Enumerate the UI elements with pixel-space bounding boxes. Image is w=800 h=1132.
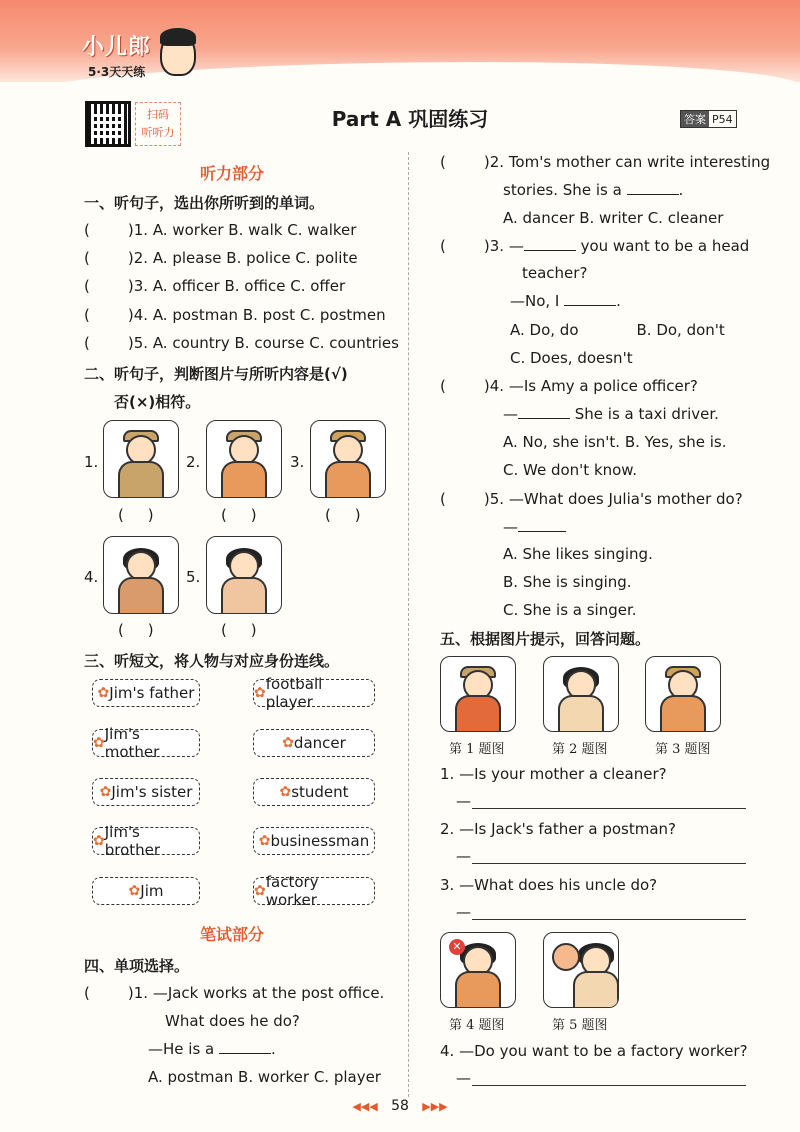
q4-item-5-option-b: B. She is singing. bbox=[503, 573, 632, 591]
item-number: )1. bbox=[127, 984, 149, 1002]
option-a: A. Do, do bbox=[510, 321, 579, 339]
q5-picture-4 bbox=[440, 932, 516, 1008]
option-b: B. writer bbox=[579, 209, 643, 227]
item-text: stories. She is a bbox=[503, 181, 622, 199]
person-tag-4[interactable] bbox=[92, 823, 200, 859]
q1-item-number: )5. bbox=[127, 334, 149, 352]
person-label: Jim's brother bbox=[104, 823, 161, 859]
q1-item-number: )2. bbox=[127, 249, 149, 267]
answer-page: P54 bbox=[712, 112, 733, 126]
q2-pic-label-1: 1. bbox=[84, 453, 99, 471]
answer-blank[interactable] bbox=[564, 292, 616, 306]
option-a: A. officer bbox=[152, 277, 220, 295]
leaf-icon: ✿ bbox=[93, 833, 105, 849]
q1-item-2: ( )2. A. please B. police C. polite bbox=[84, 249, 358, 267]
item-text: —No, I bbox=[510, 292, 560, 310]
q2-answer-4[interactable]: ( ) bbox=[118, 621, 154, 639]
item-text: —Is Amy a police officer? bbox=[508, 377, 698, 395]
person-tag-3[interactable] bbox=[92, 778, 200, 806]
q5-answer-line-4[interactable] bbox=[472, 1074, 746, 1086]
leaf-icon: ✿ bbox=[282, 735, 294, 751]
writing-section-title: 笔试部分 bbox=[200, 925, 265, 944]
q2-picture-3 bbox=[310, 420, 386, 498]
q4-item-4-line1: ( )4. —Is Amy a police officer? bbox=[440, 377, 698, 395]
q5-question-2: 2. —Is Jack's father a postman? bbox=[440, 820, 676, 838]
answer-blank[interactable] bbox=[518, 405, 570, 419]
q1-item-3: ( )3. A. officer B. office C. offer bbox=[84, 277, 346, 295]
q4-item-1-options bbox=[148, 1068, 381, 1086]
item-text: . bbox=[678, 181, 684, 199]
answer-blank[interactable] bbox=[627, 181, 679, 195]
item-text: — bbox=[508, 237, 524, 255]
q5-caption-2: 第 2 题图 bbox=[552, 742, 608, 757]
q2-answer-1[interactable]: ( ) bbox=[118, 506, 154, 524]
job-tag-1[interactable] bbox=[253, 675, 375, 711]
item-text: you want to be a head bbox=[580, 237, 750, 255]
brand-subtitle: 5·3天天练 bbox=[88, 65, 146, 79]
person-tag-5[interactable] bbox=[92, 877, 200, 905]
item-text: — bbox=[503, 518, 518, 536]
q4-item-1-line3 bbox=[148, 1040, 276, 1058]
option-b: B. police bbox=[226, 249, 291, 267]
q2-picture-2 bbox=[206, 420, 282, 498]
q5-caption-5: 第 5 题图 bbox=[552, 1018, 608, 1033]
q5-picture-2 bbox=[543, 656, 619, 732]
option-a: A. dancer bbox=[503, 209, 575, 227]
q4-item-5-option-a: A. She likes singing. bbox=[503, 545, 653, 563]
answer-blank[interactable] bbox=[219, 1040, 271, 1054]
q4-item-4-option-c: C. We don't know. bbox=[503, 461, 637, 479]
q4-item-3-line1: ( )3. — you want to be a head bbox=[440, 237, 750, 255]
column-divider bbox=[408, 152, 409, 1097]
q2-answer-5[interactable]: ( ) bbox=[221, 621, 257, 639]
person-label: Jim's mother bbox=[104, 725, 160, 761]
q5-picture-3 bbox=[645, 656, 721, 732]
option-c: C. player bbox=[313, 1068, 381, 1086]
q5-answer-line-1[interactable] bbox=[472, 797, 746, 809]
item-text: —Jack works at the post office. bbox=[152, 984, 385, 1002]
q5-dash: — bbox=[456, 903, 471, 921]
q4-item-1-line1: ( )1. —Jack works at the post office. bbox=[84, 984, 385, 1002]
q5-caption-4: 第 4 题图 bbox=[449, 1018, 505, 1033]
q5-dash: — bbox=[456, 1069, 471, 1087]
person-tag-1[interactable] bbox=[92, 679, 200, 707]
q2-heading-line2: 否(×)相符。 bbox=[114, 393, 201, 411]
option-a: A. postman bbox=[152, 306, 239, 324]
q2-pic-label-2: 2. bbox=[186, 453, 201, 471]
q1-item-number: )4. bbox=[127, 306, 149, 324]
person-label: Jim bbox=[140, 882, 164, 900]
q5-dash: — bbox=[456, 847, 471, 865]
q3-heading: 三、听短文，将人物与对应身份连线。 bbox=[84, 652, 340, 670]
job-label: dancer bbox=[293, 734, 346, 752]
q2-picture-1 bbox=[103, 420, 179, 498]
mascot-icon bbox=[160, 32, 196, 76]
item-text: . bbox=[271, 1040, 276, 1058]
q4-item-5-line1: ( )5. —What does Julia's mother do? bbox=[440, 490, 743, 508]
job-label: football player bbox=[265, 675, 323, 711]
job-tag-3[interactable] bbox=[253, 778, 375, 806]
option-c: C. polite bbox=[295, 249, 358, 267]
job-tag-2[interactable] bbox=[253, 729, 375, 757]
option-a: A. postman bbox=[148, 1068, 234, 1086]
answer-label: 答案 bbox=[681, 111, 709, 127]
listening-section-title: 听力部分 bbox=[200, 164, 265, 183]
q4-item-2-line1: ( )2. Tom's mother can write interesting bbox=[440, 153, 771, 171]
q2-pic-label-5: 5. bbox=[186, 568, 201, 586]
q4-heading: 四、单项选择。 bbox=[84, 957, 190, 975]
option-b: B. Yes, she is. bbox=[624, 433, 727, 451]
q2-pic-label-3: 3. bbox=[290, 453, 305, 471]
q5-caption-1: 第 1 题图 bbox=[449, 742, 505, 757]
item-number: )3. bbox=[483, 237, 505, 255]
person-label: Jim's sister bbox=[111, 783, 193, 801]
item-number: )2. bbox=[483, 153, 505, 171]
option-a: A. country bbox=[152, 334, 230, 352]
q4-item-5-line2 bbox=[503, 518, 566, 536]
q5-answer-line-3[interactable] bbox=[472, 908, 746, 920]
q4-item-5-option-c: C. She is a singer. bbox=[503, 601, 637, 619]
answer-blank[interactable] bbox=[518, 518, 566, 532]
q5-picture-5 bbox=[543, 932, 619, 1008]
q2-answer-3[interactable]: ( ) bbox=[325, 506, 361, 524]
person-tag-2[interactable] bbox=[92, 725, 200, 761]
q5-dash: — bbox=[456, 792, 471, 810]
q5-picture-1 bbox=[440, 656, 516, 732]
page-footer bbox=[0, 1098, 800, 1114]
item-text: She is a taxi driver. bbox=[574, 405, 719, 423]
leaf-icon: ✿ bbox=[254, 883, 266, 899]
item-number: )4. bbox=[483, 377, 505, 395]
q4-item-1-line2: What does he do? bbox=[165, 1012, 300, 1030]
option-b: B. Do, don't bbox=[636, 321, 725, 339]
q1-item-number: )1. bbox=[127, 221, 149, 239]
scan-listen-label bbox=[135, 102, 181, 146]
item-number: )5. bbox=[483, 490, 505, 508]
q4-item-4-line2 bbox=[503, 405, 719, 423]
person-label: Jim's father bbox=[109, 684, 195, 702]
leaf-icon: ✿ bbox=[128, 883, 141, 899]
chart-board-icon bbox=[552, 943, 580, 971]
q1-heading: 一、听句子，选出你所听到的单词。 bbox=[84, 194, 325, 212]
option-b: B. walk bbox=[228, 221, 283, 239]
leaf-icon: ✿ bbox=[254, 685, 266, 701]
option-c: C. offer bbox=[290, 277, 346, 295]
option-b: B. course bbox=[234, 334, 305, 352]
job-label: student bbox=[291, 783, 349, 801]
job-tag-4[interactable] bbox=[253, 827, 375, 855]
scan-label-line2: 听听力 bbox=[141, 126, 175, 139]
qr-code-icon[interactable] bbox=[85, 101, 131, 147]
q5-question-3: 3. —What does his uncle do? bbox=[440, 876, 658, 894]
leaf-icon: ✿ bbox=[279, 784, 292, 800]
q1-item-4: ( )4. A. postman B. post C. postmen bbox=[84, 306, 386, 324]
item-text: — bbox=[503, 405, 518, 423]
q4-item-3-line2: teacher? bbox=[522, 264, 588, 282]
q5-answer-line-2[interactable] bbox=[472, 852, 746, 864]
q2-heading-line1: 二、听句子，判断图片与所听内容是(√) bbox=[84, 365, 348, 383]
option-c: C. walker bbox=[287, 221, 357, 239]
q4-item-2-line2 bbox=[503, 181, 683, 199]
leaf-icon: ✿ bbox=[258, 833, 271, 849]
brand-logo: 小儿郎 bbox=[82, 35, 152, 60]
page-title: Part A 巩固练习 bbox=[331, 107, 489, 131]
job-tag-5[interactable] bbox=[253, 873, 375, 909]
q2-picture-4 bbox=[103, 536, 179, 614]
item-text: —What does Julia's mother do? bbox=[508, 490, 743, 508]
leaf-icon: ✿ bbox=[97, 685, 110, 701]
q2-pic-label-4: 4. bbox=[84, 568, 99, 586]
q5-heading: 五、根据图片提示，回答问题。 bbox=[440, 630, 651, 648]
option-b: B. post bbox=[242, 306, 296, 324]
option-b: B. office bbox=[224, 277, 286, 295]
option-c: C. countries bbox=[309, 334, 399, 352]
option-c: C. postmen bbox=[299, 306, 386, 324]
cross-icon: ✕ bbox=[449, 939, 465, 955]
q1-item-5: ( )5. A. country B. course C. countries bbox=[84, 334, 399, 352]
scan-label-line1: 扫码 bbox=[147, 108, 169, 121]
item-text: —He is a bbox=[148, 1040, 215, 1058]
q4-item-4-options-ab bbox=[503, 433, 727, 451]
q5-question-1: 1. —Is your mother a cleaner? bbox=[440, 765, 667, 783]
option-a: A. please bbox=[152, 249, 222, 267]
leaf-icon: ✿ bbox=[99, 784, 112, 800]
job-label: factory worker bbox=[265, 873, 319, 909]
q4-item-2-options bbox=[503, 209, 723, 227]
prev-arrows-icon[interactable]: ◀◀◀ bbox=[352, 1100, 378, 1113]
option-c: C. cleaner bbox=[647, 209, 724, 227]
q4-item-3-line3 bbox=[510, 292, 621, 310]
answer-page-tag bbox=[680, 110, 737, 128]
q4-item-3-option-c: C. Does, doesn't bbox=[510, 349, 633, 367]
q1-item-number: )3. bbox=[127, 277, 149, 295]
q5-question-4: 4. —Do you want to be a factory worker? bbox=[440, 1042, 748, 1060]
job-label: businessman bbox=[270, 832, 370, 850]
option-b: B. worker bbox=[238, 1068, 310, 1086]
option-a: A. worker bbox=[152, 221, 224, 239]
next-arrows-icon[interactable]: ▶▶▶ bbox=[422, 1100, 448, 1113]
q4-item-3-options-ab bbox=[510, 321, 725, 339]
q2-answer-2[interactable]: ( ) bbox=[221, 506, 257, 524]
item-text: . bbox=[616, 292, 621, 310]
leaf-icon: ✿ bbox=[93, 735, 105, 751]
item-text: Tom's mother can write interesting bbox=[508, 153, 771, 171]
page-number: 58 bbox=[391, 1098, 409, 1114]
q5-caption-3: 第 3 题图 bbox=[655, 742, 711, 757]
q1-item-1: ( )1. A. worker B. walk C. walker bbox=[84, 221, 357, 239]
q2-picture-5 bbox=[206, 536, 282, 614]
answer-blank[interactable] bbox=[524, 237, 576, 251]
option-a: A. No, she isn't. bbox=[503, 433, 621, 451]
